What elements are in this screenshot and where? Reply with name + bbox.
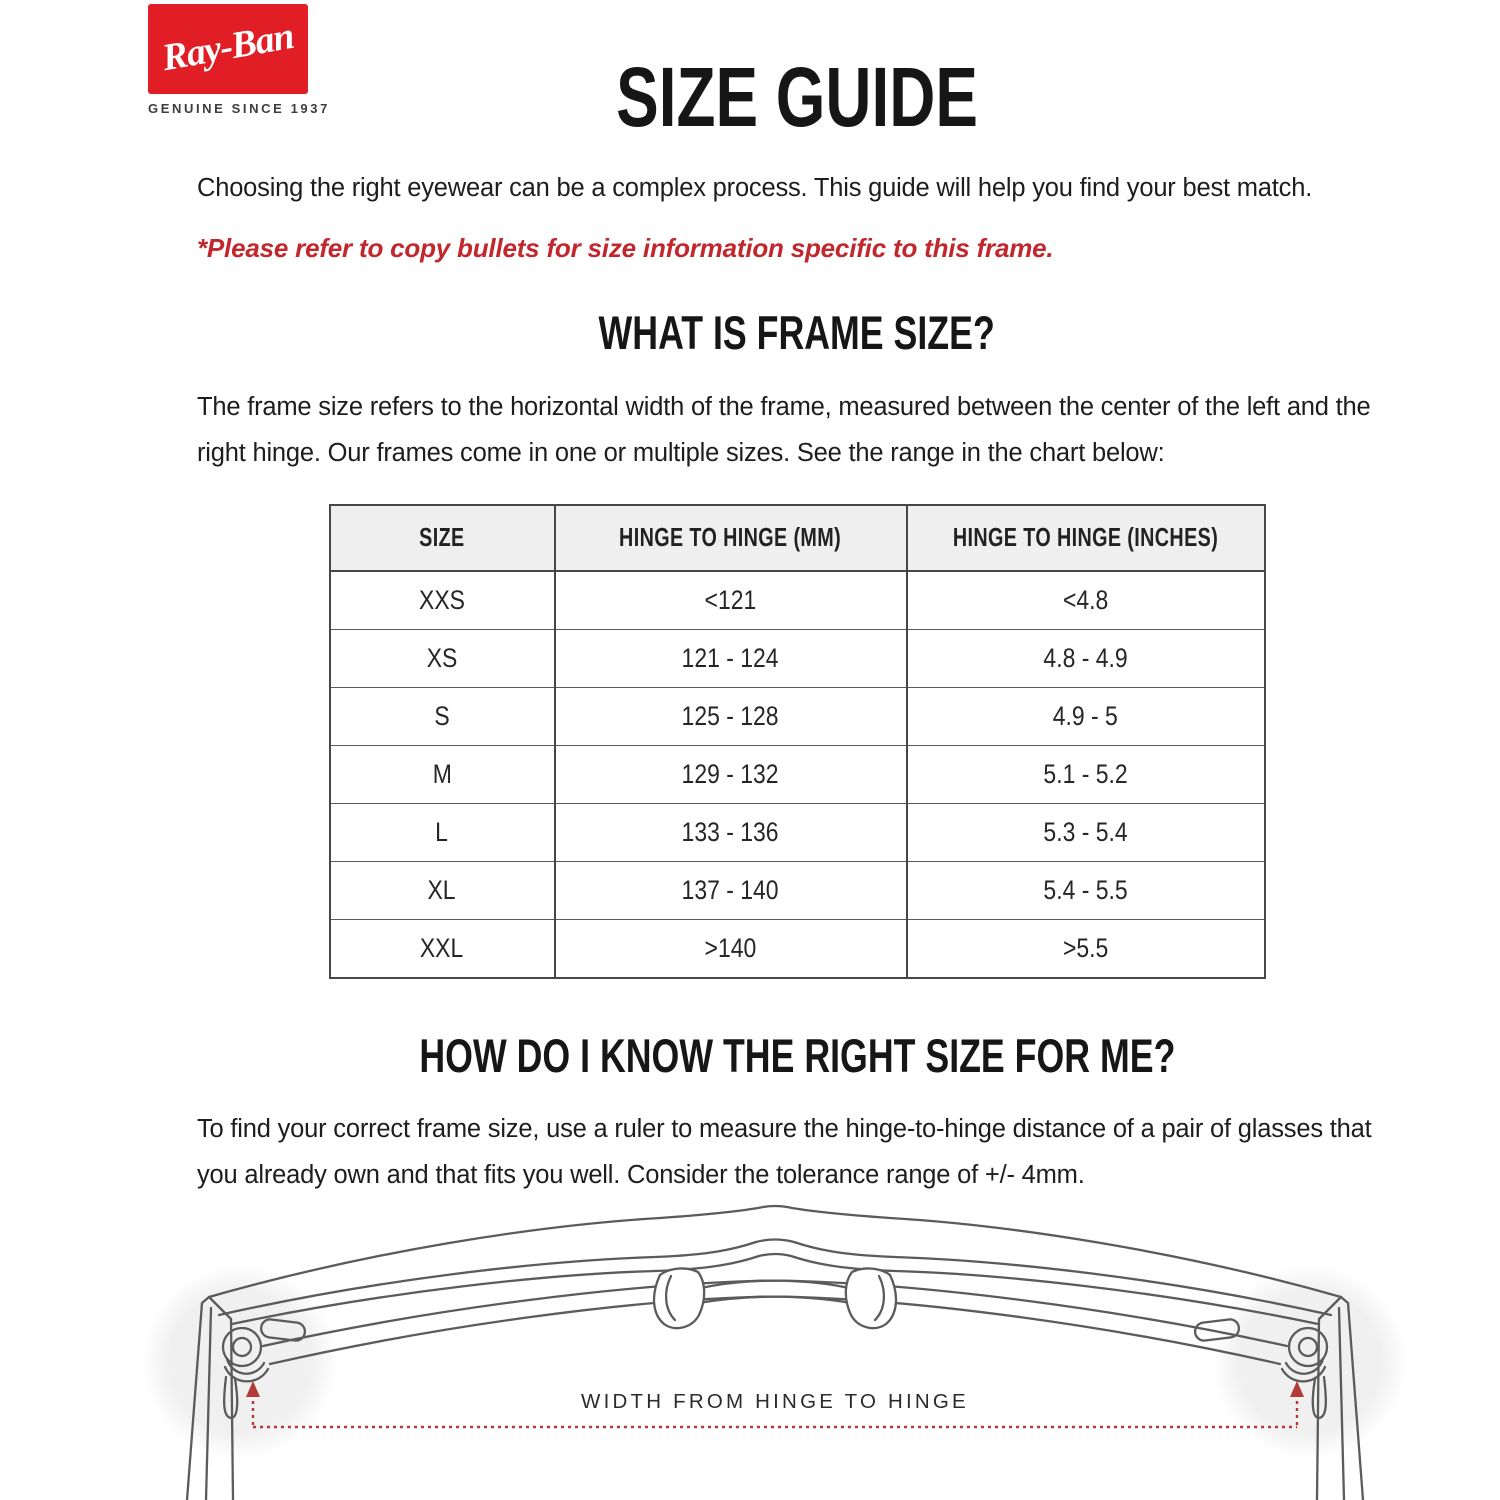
- table-row: S 125 - 128 4.9 - 5: [330, 687, 1265, 745]
- table-row: XXS <121 <4.8: [330, 571, 1265, 630]
- col-header-size: SIZE: [330, 505, 555, 571]
- hinge-highlight-left: [142, 1264, 338, 1460]
- right-size-body: To find your correct frame size, use a ruler to measure the hinge-to-hinge distance of a pair of glasses that you already own and that fits you well. Consider the tolerance range of +/- 4mm.: [197, 1114, 1372, 1189]
- frame-size-body: The frame size refers to the horizontal width of the frame, measured between the center of the left and the right hinge. Our frames come in one or multiple sizes. See the range in the chart below:: [197, 392, 1371, 467]
- intro-text: Choosing the right eyewear can be a complex process. This guide will help you find your best match.: [197, 173, 1313, 202]
- glasses-line-art: [187, 1206, 1363, 1500]
- frame-note-text: *Please refer to copy bullets for size information specific to this frame.: [197, 233, 1054, 264]
- right-size-heading: HOW DO I KNOW THE RIGHT SIZE FOR ME?: [418, 1028, 1176, 1082]
- size-table-header-row: [330, 505, 1265, 571]
- hinge-width-diagram: [80, 1197, 1420, 1500]
- size-guide-content: [197, 0, 1397, 1223]
- col-header-inches: HINGE TO HINGE (INCHES): [907, 505, 1265, 571]
- diagram-label: WIDTH FROM HINGE TO HINGE: [581, 1390, 969, 1413]
- size-table: [329, 504, 1266, 979]
- page-title: SIZE GUIDE: [616, 50, 978, 144]
- table-row: M 129 - 132 5.1 - 5.2: [330, 745, 1265, 803]
- col-header-mm: HINGE TO HINGE (MM): [555, 505, 907, 571]
- table-row: L 133 - 136 5.3 - 5.4: [330, 803, 1265, 861]
- glasses-illustration: [80, 1197, 1420, 1500]
- brand-tagline: GENUINE SINCE 1937: [148, 101, 330, 116]
- hinge-highlight-right: [1212, 1264, 1408, 1460]
- frame-size-heading: WHAT IS FRAME SIZE?: [598, 306, 996, 360]
- table-row: XXL >140 >5.5: [330, 919, 1265, 978]
- rayban-logo-script: Ray-Ban: [158, 14, 297, 80]
- table-row: XS 121 - 124 4.8 - 4.9: [330, 629, 1265, 687]
- table-row: XL 137 - 140 5.4 - 5.5: [330, 861, 1265, 919]
